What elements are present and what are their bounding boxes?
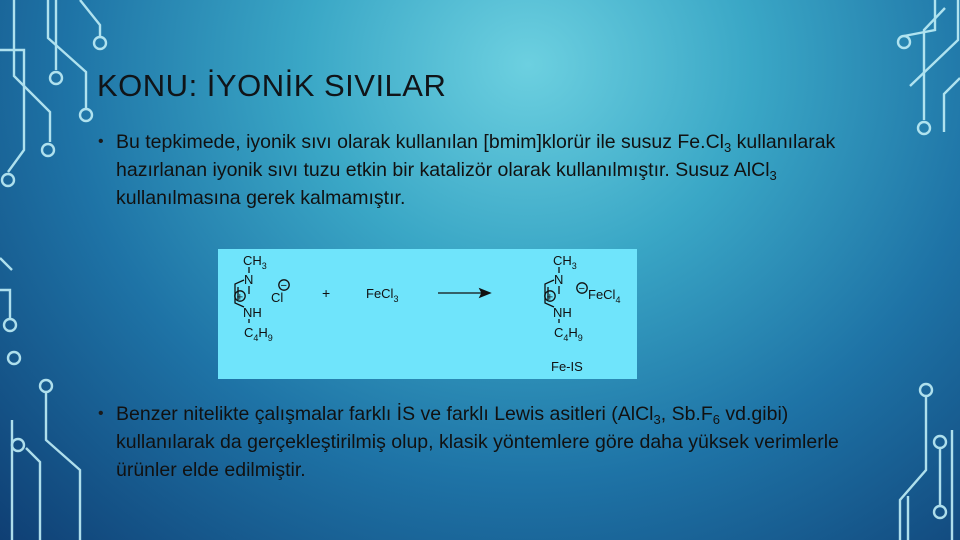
butyl-label: $C_4H_9$ bbox=[554, 325, 583, 343]
minus-charge: − bbox=[578, 283, 585, 295]
chloride-anion: Cl bbox=[271, 290, 284, 305]
bullet-marker: • bbox=[98, 133, 104, 150]
subscript: 3 bbox=[724, 140, 732, 155]
bullet-text: kullanılarak hazırlanan iyonik sıvı tuzu etkin bir katalizör olarak kullanılmıştır. Susuz AlCl bbox=[116, 131, 836, 181]
nh-label: NH bbox=[553, 305, 572, 320]
plus-charge: + bbox=[236, 291, 244, 304]
bullet-text: kullanılmasına gerek kalmamıştır. bbox=[116, 187, 406, 209]
fecl3-reagent: FeCl$_3$ bbox=[366, 286, 399, 304]
bullet-text: , Sb.F bbox=[660, 403, 713, 425]
butyl-label: $C_4H_9$ bbox=[244, 325, 273, 343]
fecl4-anion: FeCl$_4$ bbox=[588, 287, 621, 305]
n-label: N bbox=[554, 272, 564, 287]
plus-sign: + bbox=[322, 285, 331, 301]
minus-charge: − bbox=[280, 280, 287, 292]
product-label: Fe-IS bbox=[551, 359, 583, 374]
reaction-scheme-drawing bbox=[218, 249, 637, 379]
bullet-paragraph-2 bbox=[98, 400, 876, 484]
bullet-paragraph-1 bbox=[98, 128, 876, 212]
plus-charge: + bbox=[546, 291, 554, 304]
bullet-text: vd.gibi) kullanılarak da gerçekleştirilmiş olup, klasik yöntemlere göre daha yüksek verimlerle ürünler elde edilmiştir. bbox=[116, 403, 839, 481]
n-label: N bbox=[244, 272, 254, 287]
reaction-scheme bbox=[218, 249, 637, 379]
subscript: 3 bbox=[769, 168, 777, 183]
bullet-text: Bu tepkimede, iyonik sıvı olarak kullanılan [bmim]klorür ile susuz Fe.Cl bbox=[116, 131, 724, 153]
nh-label: NH bbox=[243, 305, 262, 320]
bullet-text: Benzer nitelikte çalışmalar farklı İS ve farklı Lewis asitleri (AlCl bbox=[116, 403, 654, 425]
subscript: 6 bbox=[712, 412, 720, 427]
ch3-label: $CH_3$ bbox=[553, 253, 577, 271]
subscript: 3 bbox=[653, 412, 661, 427]
bullet-marker: • bbox=[98, 405, 104, 422]
ch3-label: $CH_3$ bbox=[243, 253, 267, 271]
slide-title: KONU: İYONİK SIVILAR bbox=[97, 68, 447, 103]
